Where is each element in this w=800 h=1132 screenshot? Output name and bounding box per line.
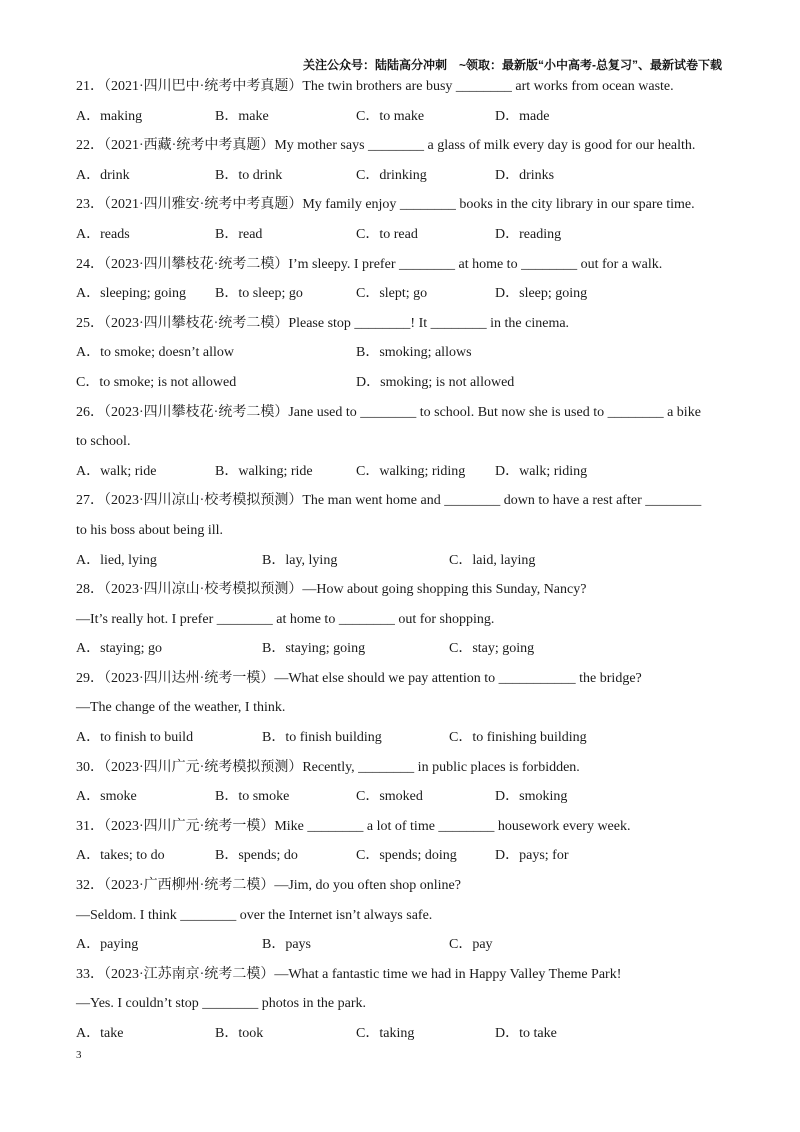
question-text: My family enjoy ________ books in the city library in our spare time. — [302, 197, 695, 213]
question-number: 21． — [76, 79, 104, 94]
option-a — [76, 1019, 123, 1049]
question-source: （2023·四川攀枝花·统考二模） — [104, 315, 289, 331]
options-row — [76, 634, 726, 664]
option-label: C． — [449, 937, 473, 953]
option-text: lay, lying — [285, 552, 338, 568]
option-text: to take — [519, 1026, 557, 1041]
option-label: B． — [262, 937, 286, 953]
option-text: making — [100, 108, 143, 124]
options-row — [76, 279, 726, 309]
option-text: to smoke — [238, 789, 290, 805]
option-text: laid, laying — [472, 552, 536, 568]
option-text: pays — [285, 937, 312, 953]
question-stem-continued: —It’s really hot. I prefer ________ at home to ________ out for shopping. — [76, 611, 495, 627]
question-text: Please stop ________! It ________ in the cinema. — [288, 315, 570, 331]
option-text: smoking; allows — [379, 345, 472, 361]
option-label: C． — [76, 374, 100, 390]
option-label: D． — [495, 167, 520, 183]
option-c — [449, 930, 493, 960]
option-label: A． — [76, 108, 101, 124]
option-label: C． — [449, 730, 473, 746]
option-label: B． — [215, 848, 239, 864]
question-text: The twin brothers are busy ________ art works from ocean waste. — [302, 79, 674, 94]
question-stem — [76, 486, 726, 516]
option-label: D． — [495, 1026, 520, 1041]
option-text: took — [238, 1026, 264, 1041]
option-c — [356, 220, 418, 250]
option-text: walk; ride — [100, 463, 157, 479]
option-a — [76, 634, 162, 664]
option-c — [449, 723, 587, 753]
option-a — [76, 338, 234, 368]
option-label: D． — [495, 789, 520, 805]
option-text: lied, lying — [100, 552, 157, 568]
question-number: 25． — [76, 315, 104, 331]
options-row — [76, 161, 726, 191]
option-d — [495, 1019, 557, 1049]
option-label: C． — [356, 848, 380, 864]
option-text: to drink — [238, 167, 283, 183]
question-text: —What a fantastic time we had in Happy Valley Theme Park! — [274, 966, 622, 982]
option-text: smoking; is not allowed — [380, 374, 515, 390]
question-text: I’m sleepy. I prefer ________ at home to ________ out for a walk. — [288, 256, 663, 272]
question-source: （2021·四川巴中·统考中考真题） — [104, 79, 303, 94]
question-source: （2023·四川凉山·校考模拟预测） — [104, 582, 303, 598]
option-label: C． — [356, 1026, 380, 1041]
option-label: D． — [356, 374, 381, 390]
option-a — [76, 546, 157, 576]
option-label: A． — [76, 226, 101, 242]
question-number: 32． — [76, 878, 104, 894]
option-text: read — [238, 226, 263, 242]
option-b — [215, 782, 289, 812]
question-stem — [76, 753, 726, 783]
option-label: C． — [356, 167, 380, 183]
option-b — [356, 338, 472, 368]
option-text: drink — [100, 167, 130, 183]
option-text: spends; do — [238, 848, 298, 864]
options-row — [76, 220, 726, 250]
options-row — [76, 546, 726, 576]
question-stem — [76, 250, 726, 280]
question-number: 23． — [76, 197, 104, 213]
option-text: to finish to build — [100, 730, 194, 746]
option-a — [76, 161, 130, 191]
option-label: D． — [495, 463, 520, 479]
question-stem-continued: to school. — [76, 434, 131, 450]
question-source: （2021·四川雅安·统考中考真题） — [104, 197, 303, 213]
option-text: to smoke; is not allowed — [99, 374, 237, 390]
option-label: A． — [76, 641, 101, 657]
option-c — [356, 279, 427, 309]
option-d — [356, 368, 514, 398]
option-text: sleep; going — [519, 286, 588, 302]
option-label: D． — [495, 108, 520, 124]
question-source: （2023·广西柳州·统考二模） — [104, 878, 275, 894]
option-b — [262, 634, 365, 664]
options-row — [76, 338, 726, 368]
option-text: to finish building — [285, 730, 382, 746]
option-text: smoking — [519, 789, 568, 805]
option-d — [495, 102, 549, 132]
option-d — [495, 220, 561, 250]
option-label: B． — [215, 789, 239, 805]
option-c — [356, 782, 423, 812]
question-text: —What else should we pay attention to ___________ the bridge? — [274, 670, 642, 686]
question-number: 26． — [76, 404, 104, 420]
option-c — [76, 368, 236, 398]
option-label: A． — [76, 848, 101, 864]
option-text: smoked — [379, 789, 423, 805]
question-text: —Jim, do you often shop online? — [274, 878, 461, 894]
option-b — [262, 930, 311, 960]
option-c — [356, 161, 427, 191]
option-text: pay — [472, 937, 493, 953]
option-label: C． — [356, 108, 380, 124]
question-source: （2023·江苏南京·统考二模） — [104, 966, 275, 982]
question-stem — [76, 190, 726, 220]
question-list — [76, 72, 726, 1049]
question-number: 31． — [76, 818, 104, 834]
option-text: pays; for — [519, 848, 569, 864]
option-d — [495, 457, 587, 487]
option-text: sleeping; going — [100, 286, 187, 302]
option-text: made — [519, 108, 550, 124]
question-stem — [76, 871, 726, 901]
question-stem — [76, 398, 726, 428]
option-text: paying — [100, 937, 139, 953]
question-source: （2023·四川广元·统考一模） — [104, 818, 275, 834]
option-b — [215, 1019, 263, 1049]
option-label: C． — [356, 789, 380, 805]
option-c — [356, 1019, 414, 1049]
question-number: 29． — [76, 670, 104, 686]
question-text: Jane used to ________ to school. But now she is used to ________ a bike — [288, 404, 701, 420]
option-label: A． — [76, 552, 101, 568]
option-text: slept; go — [379, 286, 428, 302]
option-label: A． — [76, 937, 101, 953]
option-label: A． — [76, 1026, 101, 1041]
option-label: C． — [449, 641, 473, 657]
option-text: make — [238, 108, 269, 124]
option-text: staying; going — [285, 641, 366, 657]
options-row — [76, 930, 726, 960]
option-text: walk; riding — [519, 463, 588, 479]
option-text: reads — [100, 226, 130, 242]
option-label: B． — [215, 167, 239, 183]
options-row — [76, 782, 726, 812]
option-label: A． — [76, 789, 101, 805]
option-label: B． — [262, 641, 286, 657]
option-label: C． — [356, 226, 380, 242]
option-d — [495, 161, 554, 191]
option-c — [356, 841, 457, 871]
option-d — [495, 841, 569, 871]
option-text: spends; doing — [379, 848, 457, 864]
option-label: A． — [76, 463, 101, 479]
option-a — [76, 102, 142, 132]
option-text: reading — [519, 226, 562, 242]
option-label: C． — [449, 552, 473, 568]
option-text: takes; to do — [100, 848, 165, 864]
option-a — [76, 841, 165, 871]
question-text: The man went home and ________ down to have a rest after ________ — [302, 493, 702, 509]
option-a — [76, 457, 157, 487]
question-stem-continued: —Seldom. I think ________ over the Internet isn’t always safe. — [76, 907, 433, 923]
question-stem-continued: to his boss about being ill. — [76, 522, 223, 538]
options-row — [76, 368, 726, 398]
option-a — [76, 279, 186, 309]
question-stem — [76, 664, 726, 694]
option-b — [215, 841, 298, 871]
option-text: taking — [379, 1026, 415, 1041]
option-text: to sleep; go — [238, 286, 303, 302]
option-a — [76, 723, 193, 753]
option-text: to read — [379, 226, 418, 242]
question-source: （2023·四川攀枝花·统考二模） — [104, 256, 289, 272]
options-row — [76, 457, 726, 487]
option-label: A． — [76, 286, 101, 302]
options-row — [76, 723, 726, 753]
option-b — [262, 546, 337, 576]
option-text: staying; go — [100, 641, 162, 657]
question-number: 30． — [76, 759, 104, 775]
question-stem — [76, 960, 726, 990]
question-source: （2023·四川达州·统考一模） — [104, 670, 275, 686]
question-number: 24． — [76, 256, 104, 272]
option-label: A． — [76, 167, 101, 183]
question-number: 22． — [76, 138, 104, 154]
option-b — [262, 723, 382, 753]
question-number: 33． — [76, 966, 104, 982]
question-source: （2023·四川凉山·校考模拟预测） — [104, 493, 303, 509]
question-source: （2023·四川攀枝花·统考二模） — [104, 404, 289, 420]
page-number: 3 — [76, 1049, 82, 1061]
question-stem — [76, 309, 726, 339]
option-text: drinking — [379, 167, 427, 183]
option-label: B． — [356, 345, 380, 361]
question-stem-continued: —The change of the weather, I think. — [76, 700, 286, 716]
question-source: （2021·西藏·统考中考真题） — [104, 138, 275, 154]
options-row — [76, 102, 726, 132]
option-b — [215, 102, 269, 132]
question-stem — [76, 575, 726, 605]
option-b — [215, 220, 262, 250]
option-label: C． — [356, 286, 380, 302]
option-text: walking; ride — [238, 463, 313, 479]
question-stem-continued: —Yes. I couldn’t stop ________ photos in the park. — [76, 996, 366, 1012]
question-source: （2023·四川广元·统考模拟预测） — [104, 759, 303, 775]
option-text: to smoke; doesn’t allow — [100, 345, 235, 361]
option-label: D． — [495, 848, 520, 864]
option-b — [215, 161, 282, 191]
option-d — [495, 279, 587, 309]
option-text: take — [100, 1026, 124, 1041]
option-a — [76, 930, 138, 960]
option-c — [356, 102, 424, 132]
option-label: B． — [215, 1026, 239, 1041]
option-text: to make — [379, 108, 425, 124]
option-text: to finishing building — [472, 730, 587, 746]
question-stem — [76, 812, 726, 842]
option-b — [215, 457, 313, 487]
option-b — [215, 279, 303, 309]
question-text: Mike ________ a lot of time ________ housework every week. — [274, 818, 631, 834]
option-label: A． — [76, 345, 101, 361]
option-label: B． — [262, 730, 286, 746]
option-c — [356, 457, 465, 487]
question-stem — [76, 72, 726, 102]
option-text: walking; riding — [379, 463, 466, 479]
option-label: B． — [215, 286, 239, 302]
question-text: —How about going shopping this Sunday, Nancy? — [302, 582, 587, 598]
page-header: 关注公众号：陆陆高分冲刺 ~领取：最新版“小中高考-总复习”、最新试卷下载 — [302, 58, 722, 72]
option-label: B． — [215, 108, 239, 124]
option-c — [449, 634, 534, 664]
option-text: smoke — [100, 789, 137, 805]
option-label: B． — [262, 552, 286, 568]
question-stem — [76, 131, 726, 161]
option-a — [76, 220, 130, 250]
option-label: D． — [495, 286, 520, 302]
option-label: B． — [215, 226, 239, 242]
option-label: A． — [76, 730, 101, 746]
option-text: stay; going — [472, 641, 535, 657]
question-number: 27． — [76, 493, 104, 509]
options-row — [76, 841, 726, 871]
option-label: C． — [356, 463, 380, 479]
options-row — [76, 1019, 726, 1049]
option-text: drinks — [519, 167, 555, 183]
option-a — [76, 782, 137, 812]
option-d — [495, 782, 567, 812]
option-label: B． — [215, 463, 239, 479]
question-number: 28． — [76, 582, 104, 598]
question-text: My mother says ________ a glass of milk every day is good for our health. — [274, 138, 696, 154]
question-text: Recently, ________ in public places is forbidden. — [302, 759, 580, 775]
option-label: D． — [495, 226, 520, 242]
option-c — [449, 546, 535, 576]
